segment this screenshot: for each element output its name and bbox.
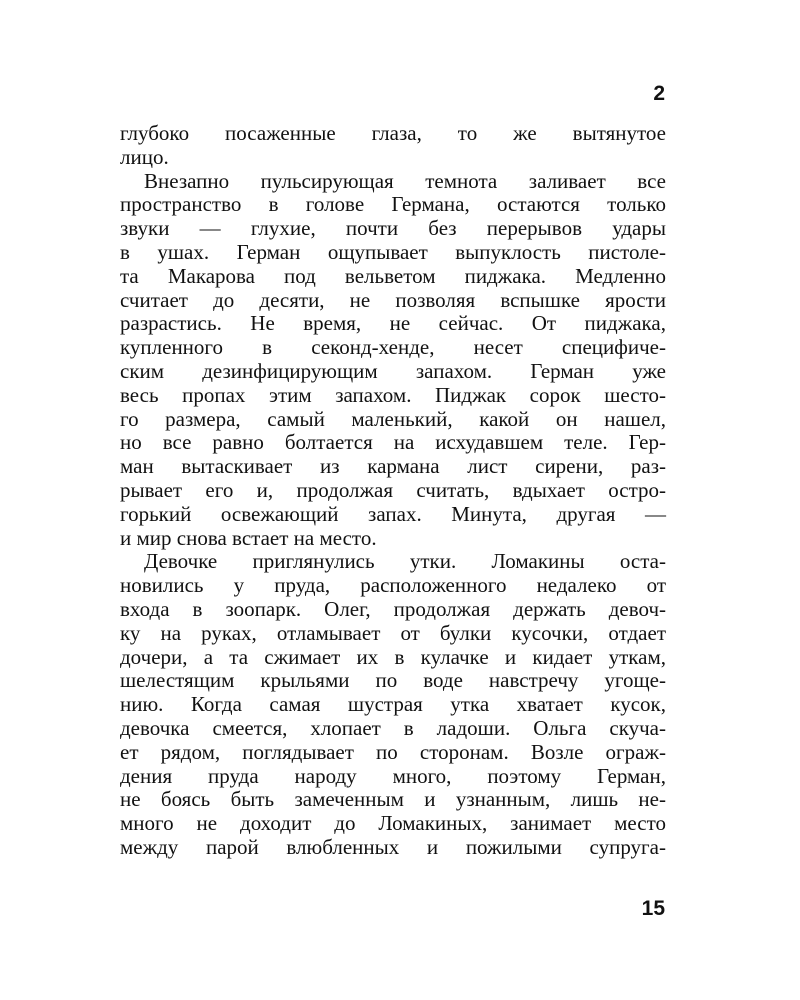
text-line: пространство в голове Германа, остаются только [120, 192, 666, 217]
text-line: но все равно болтается на исхудавшем теле. Гер- [120, 430, 666, 455]
text-line: дения пруда народу много, поэтому Герман, [120, 763, 666, 788]
text-line: разрастись. Не время, не сейчас. От пиджака, [120, 311, 666, 336]
text-line: много не доходит до Ломакиных, занимает место [120, 811, 666, 836]
text-line: не боясь быть замеченным и узнанным, лишь не- [120, 787, 666, 812]
text-line: и мир снова встает на место. [120, 525, 377, 550]
text-line: Внезапно пульсирующая темнота заливает все [144, 168, 666, 193]
text-line: новились у пруда, расположенного недалеко от [120, 573, 666, 598]
text-line: считает до десяти, не позволяя вспышке ярости [120, 287, 666, 312]
text-line: ет рядом, поглядывает по сторонам. Возле ограж- [120, 739, 666, 764]
text-line: в ушах. Герман ощупывает выпуклость пистоле- [120, 239, 666, 264]
page-number: 15 [641, 897, 665, 920]
text-line: нию. Когда самая шустрая утка хватает кусок, [120, 692, 666, 717]
text-line: рывает его и, продолжая считать, вдыхает остро- [120, 477, 666, 502]
text-line: между парой влюбленных и пожилыми супруга- [120, 834, 666, 859]
text-line: звуки — глухие, почти без перерывов удары [120, 216, 666, 241]
text-line: купленного в секонд-хенде, несет специфиче- [120, 335, 666, 360]
text-line: горький освежающий запах. Минута, другая — [120, 501, 666, 526]
text-line: девочка смеется, хлопает в ладоши. Ольга скуча- [120, 715, 666, 740]
text-line: шелестящим крыльями по воде навстречу угоще- [120, 668, 666, 693]
text-line: ским дезинфицирующим запахом. Герман уже [120, 358, 666, 383]
text-line: та Макарова под вельветом пиджака. Медленно [120, 263, 666, 288]
text-line: го размера, самый маленький, какой он нашел, [120, 406, 666, 431]
body-text [120, 122, 666, 860]
text-line: ку на руках, отламывает от булки кусочки, отдает [120, 620, 666, 645]
text-line: ман вытаскивает из кармана лист сирени, раз- [120, 454, 666, 479]
chapter-number: 2 [653, 82, 665, 105]
text-line: дочери, а та сжимает их в кулачке и кидает уткам, [120, 644, 666, 669]
text-line: лицо. [120, 144, 169, 169]
text-line: весь пропах этим запахом. Пиджак сорок шесто- [120, 382, 666, 407]
text-line: Девочке приглянулись утки. Ломакины оста- [144, 549, 666, 574]
text-line: глубоко посаженные глаза, то же вытянутое [120, 121, 666, 145]
text-line: входа в зоопарк. Олег, продолжая держать девоч- [120, 596, 666, 621]
